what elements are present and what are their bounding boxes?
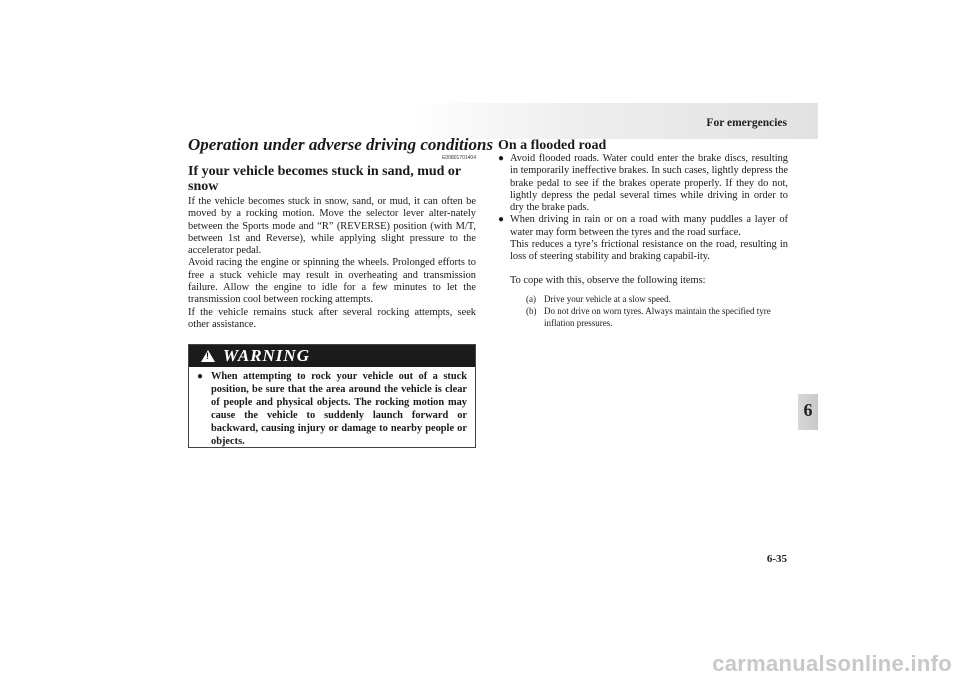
- list-item: [498, 153, 788, 214]
- paragraph: Avoid racing the engine or spinning the wheels. Prolonged efforts to free a stuck vehicle may result in overheating and transmission failure. Allow the engine to idle for a few minutes to let the transmission cool between rocking attempts.: [188, 257, 476, 306]
- page-number: 6-35: [766, 553, 787, 565]
- item-text: Do not drive on worn tyres. Always maintain the specified tyre inflation pressures.: [544, 305, 771, 328]
- list-item: [526, 305, 788, 329]
- warning-triangle-icon: [201, 350, 215, 362]
- left-column: [188, 134, 494, 331]
- item-label: (a): [526, 293, 536, 304]
- warning-text: When attempting to rock your vehicle out of a stuck position, be sure that the area around the vehicle is clear of people and physical objects. The rocking motion may cause the vehicle to suddenly launch forward or backward, causing injury or damage to nearby people or objects.: [211, 371, 467, 447]
- item-label: (b): [526, 305, 537, 316]
- right-column: [498, 138, 788, 329]
- item-text: Drive your vehicle at a slow speed.: [544, 293, 671, 304]
- bullet-text-extra: To cope with this, observe the following items:: [510, 274, 706, 286]
- warning-label: WARNING: [223, 346, 310, 365]
- paragraph: If the vehicle remains stuck after several rocking attempts, seek other assistance.: [188, 306, 476, 330]
- list-item: [526, 293, 788, 305]
- list-item: [498, 214, 788, 286]
- numbered-list: [526, 293, 788, 329]
- bullet-text: Avoid flooded roads. Water could enter the brake discs, resulting in temporarily ineffective brakes. In such cases, lightly depress the brake pedal to see if the brakes operate properly. If they do not, lightly depress the pedal several times while driving in order to dry the brake pads.: [510, 153, 788, 214]
- bullet-icon: ●: [197, 371, 204, 382]
- footer-watermark: carmanualsonline.info: [712, 651, 952, 676]
- warning-box: [188, 344, 476, 448]
- subsection-title-flooded: On a flooded road: [498, 138, 607, 153]
- paragraph: If the vehicle becomes stuck in snow, sand, or mud, it can often be moved by a rocking motion. Move the selector lever alter-nately between the Sports mode and “R” (REVERSE) position (with M/T, between 1st and Reverse), while applying slight pressure to the accelerator pedal.: [188, 196, 476, 257]
- subsection-title: If your vehicle becomes stuck in sand, mud or snow: [188, 164, 461, 194]
- section-title: Operation under adverse driving conditions: [188, 135, 494, 154]
- header-title: For emergencies: [706, 117, 787, 129]
- warning-body: [189, 367, 475, 448]
- bullet-icon: ●: [498, 153, 505, 164]
- warning-header: [189, 345, 475, 367]
- bullet-text-extra: This reduces a tyre’s frictional resistance on the road, resulting in loss of steering stability and braking capabil-ity.: [510, 239, 788, 263]
- bullet-icon: ●: [498, 214, 505, 226]
- body-text: [188, 196, 476, 331]
- bullet-text: When driving in rain or on a road with many puddles a layer of water may form between the tyres and the road surface.: [510, 214, 788, 238]
- chapter-number: 6: [803, 400, 813, 420]
- reference-code: E00801701404: [442, 155, 476, 161]
